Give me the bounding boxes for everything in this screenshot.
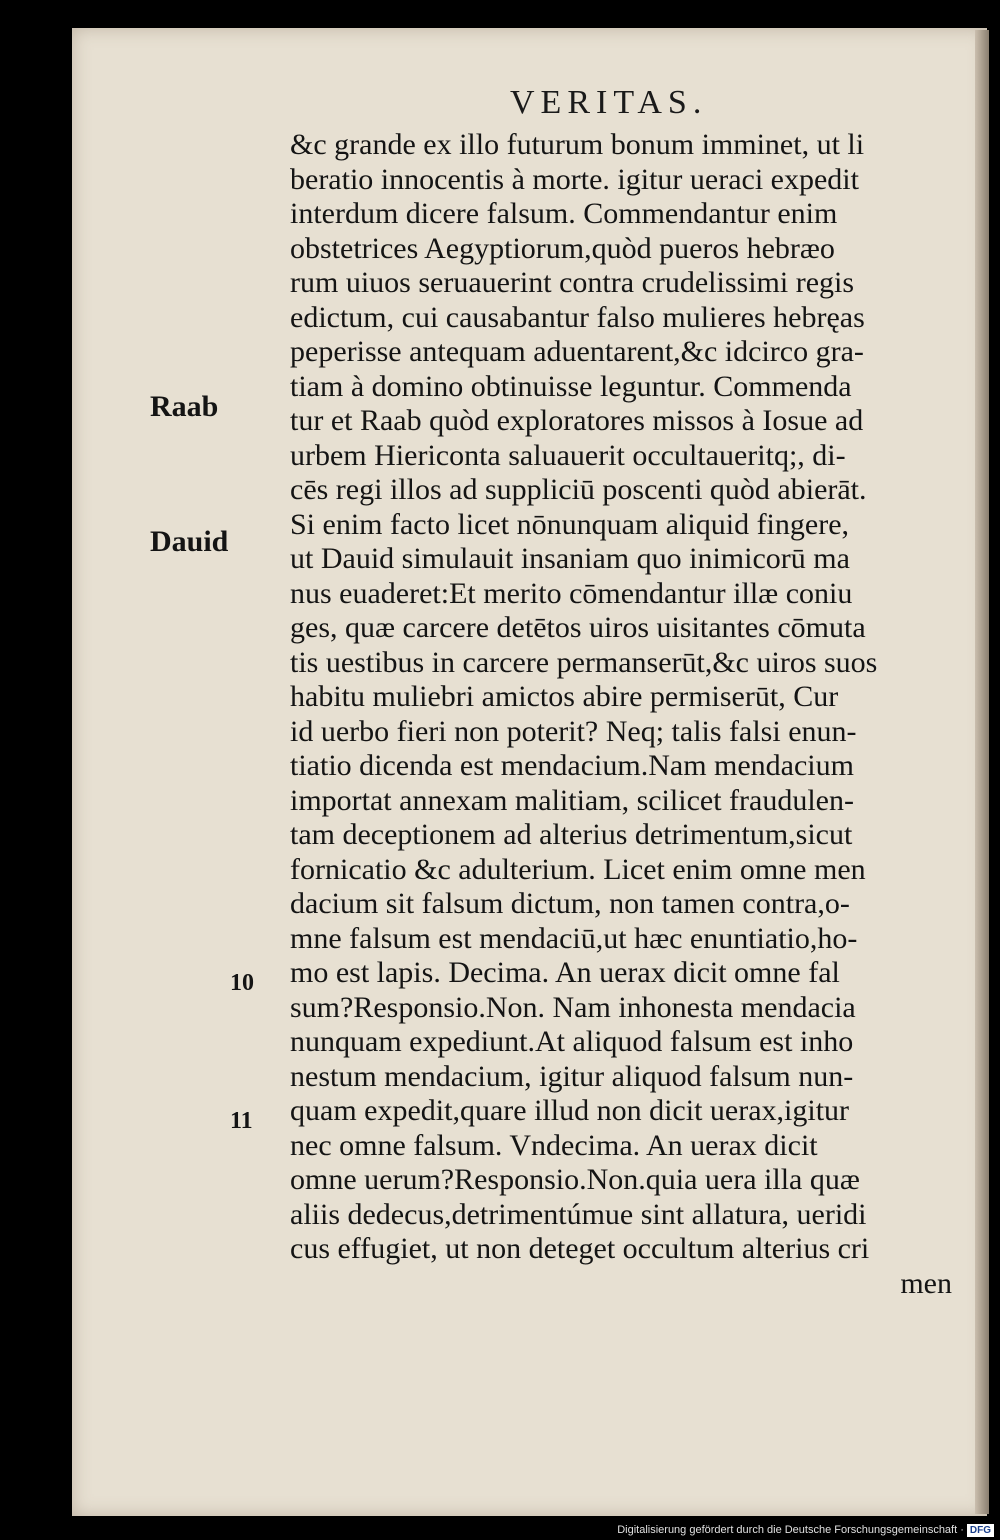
text-line: sum?Responsio.Non. Nam inhonesta mendacia — [290, 990, 856, 1024]
margin-note-dauid: Dauid — [150, 525, 229, 558]
margin-note-number-11: 11 — [230, 1108, 253, 1134]
text-line: habitu muliebri amictos abire permiserūt, Cur — [290, 680, 839, 713]
running-header: VERITAS. — [510, 84, 708, 121]
margin-note-raab: Raab — [150, 390, 219, 423]
text-line: nus euaderet:Et merito cōmendantur illæ coniu — [290, 576, 853, 610]
text-line: rum uiuos seruauerint contra crudelissimi regis — [290, 266, 855, 299]
text-line: &c grande ex illo futurum bonum imminet, ut li — [290, 128, 865, 161]
text-line: cēs regi illos ad suppliciū poscenti quòd abierāt. — [290, 473, 867, 506]
text-line: tur et Raab quòd exploratores missos à Iosue ad — [290, 404, 864, 437]
text-line: beratio innocentis à morte. igitur ueraci expedit — [290, 162, 859, 196]
page-edge — [975, 30, 989, 1514]
text-line: id uerbo fieri non poterit? Neq; talis falsi enun- — [290, 714, 857, 748]
text-line: nestum mendacium, igitur aliquod falsum nun- — [290, 1059, 854, 1093]
margin-note-number-10: 10 — [230, 970, 254, 996]
text-line: tam deceptionem ad alterius detrimentum,sicut — [290, 818, 853, 851]
credit-text: Digitalisierung gefördert durch die Deutsche Forschungsgemeinschaft · — [617, 1524, 964, 1536]
text-line: edictum, cui causabantur falso mulieres hebręas — [290, 300, 865, 334]
text-line: peperisse antequam aduentarent,&c idcirco gra- — [290, 335, 864, 368]
text-line: quam expedit,quare illud non dicit uerax,igitur — [290, 1094, 850, 1127]
text-line: nunquam expediunt.At aliquod falsum est inho — [290, 1025, 854, 1058]
text-line: ut Dauid simulauit insaniam quo inimicorū ma — [290, 542, 850, 575]
text-line: mne falsum est mendaciū,ut hæc enuntiatio,ho- — [290, 921, 858, 955]
text-line: interdum dicere falsum. Commendantur enim — [290, 197, 838, 230]
text-line: tiatio dicenda est mendacium.Nam mendacium — [290, 749, 854, 782]
dfg-logo: DFG — [967, 1524, 994, 1537]
text-line: omne uerum?Responsio.Non.quia uera illa quæ — [290, 1163, 860, 1196]
text-line: cus effugiet, ut non deteget occultum alterius cri — [290, 1232, 870, 1265]
text-line: mo est lapis. Decima. An uerax dicit omne fal — [290, 956, 840, 989]
text-line: nec omne falsum. Vndecima. An uerax dicit — [290, 1128, 818, 1162]
text-line: obstetrices Aegyptiorum,quòd pueros hebræo — [290, 231, 835, 265]
digitization-credit — [0, 1521, 1000, 1540]
text-line: ges, quæ carcere detētos uiros uisitantes cōmuta — [290, 611, 866, 644]
text-line: tiam à domino obtinuisse leguntur. Commenda — [290, 369, 852, 403]
text-line: dacium sit falsum dictum, non tamen contra,o- — [290, 887, 850, 920]
text-line: importat annexam malitiam, scilicet fraudulen- — [290, 783, 854, 817]
text-line: fornicatio &c adulterium. Licet enim omne men — [290, 852, 866, 886]
text-line: tis uestibus in carcere permanserūt,&c uiros suos — [290, 645, 878, 679]
text-line: aliis dedecus,detrimentúmue sint allatura, ueridi — [290, 1197, 867, 1231]
text-line: Si enim facto licet nōnunquam aliquid fingere, — [290, 507, 850, 541]
text-line: urbem Hiericonta saluauerit occultaueritq;, di- — [290, 438, 846, 472]
catchword: men — [900, 1266, 952, 1300]
body-text — [290, 128, 970, 1301]
